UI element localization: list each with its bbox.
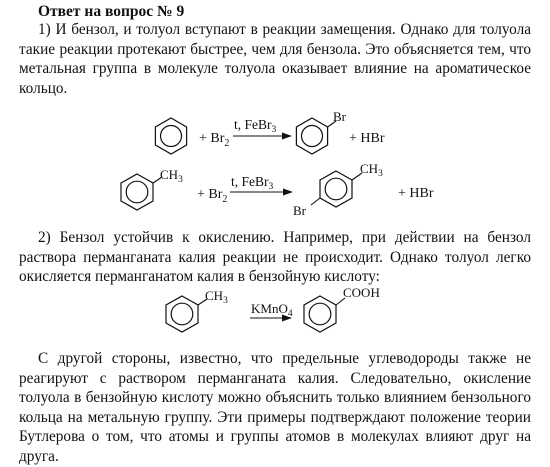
bromobenzene-ring [296,118,336,154]
toluene-ring [121,174,162,210]
reaction-3-toluene-oxidation [0,282,550,344]
benzoic-acid-ring [304,296,345,332]
bromine-reagent: + $Br_2$ [199,131,230,149]
oxidant-reagent: KMnO$_4$ [251,301,293,319]
methyl-substituent: $CH_3$ [205,288,228,306]
bromine-substituent: Br [293,203,306,218]
methyl-substituent: $CH_3$ [360,161,383,179]
reaction-arrow [233,133,292,140]
bromine-reagent: + $Br_2$ [197,187,228,205]
bromotoluene-ring [311,171,362,207]
catalyst-condition: t, FeBr$_3$ [231,174,274,192]
paragraph-conclusion: С другой стороны, известно, что предельные углеводороды также не реагируют с раствором перманганата калия. Следовательно, окисление толуола в бензойную кислоту можно объяснить только влиянием бензольного кольца на метальную группу. Эти примеры подтверждают положение теории Бутлерова о том, что атомы и группы атомов в молекулах влияют друг на друга. [19,350,531,465]
hbr-byproduct: + HBr [398,186,434,201]
carboxyl-substituent: COOH [343,285,380,300]
hbr-byproduct: + HBr [349,131,385,146]
reaction-1-benzene-bromination [0,109,550,160]
bromine-substituent: Br [333,109,346,124]
reaction-arrow [230,189,293,196]
reaction-2-toluene-bromination [0,158,550,222]
paragraph-oxidation: 2) Бензол устойчив к окислению. Например, при действии на бензол раствора перманганата калия реакции не происходит. Однако толуол легко окисляется перманганатом калия в бензойную кислоту: [19,229,531,286]
benzene-ring [155,118,186,154]
methyl-substituent: $CH_3$ [160,167,183,185]
catalyst-condition: t, FeBr$_3$ [234,117,277,135]
question-heading: Ответ на вопрос № 9 [38,3,185,20]
toluene-ring [166,296,207,332]
paragraph-substitution: 1) И бензол, и толуол вступают в реакции замещения. Однако для толуола такие реакции протекают быстрее, чем для бензола. Это объясняется тем, что метальная группа в молекуле толуола оказывает влияние на ароматическое кольцо. [19,21,531,97]
